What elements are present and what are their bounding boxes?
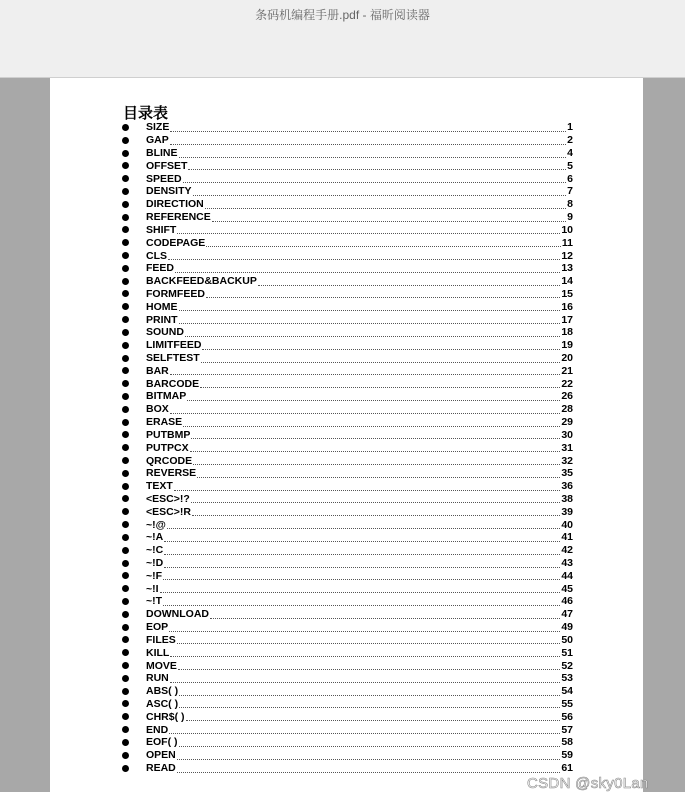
toc-entry-page: 39 [561, 505, 573, 518]
toc-entry-page: 43 [561, 557, 573, 570]
bullet-icon [122, 547, 129, 554]
dot-leader [167, 520, 560, 529]
dot-leader [201, 354, 561, 363]
toc-entry-label: ~!D [146, 557, 164, 570]
bullet-icon [122, 624, 129, 631]
toc-entry[interactable] [122, 377, 573, 390]
toc-entry-page: 49 [561, 621, 573, 634]
dot-leader [186, 712, 561, 721]
dot-leader [179, 699, 560, 708]
bullet-icon [122, 367, 129, 374]
dot-leader [179, 315, 561, 324]
bullet-icon [122, 765, 129, 772]
toc-entry-label: <ESC>!? [146, 492, 190, 505]
toc-entry[interactable] [122, 288, 573, 301]
bullet-icon [122, 675, 129, 682]
toc-entry-label: REVERSE [146, 467, 197, 480]
title-bar [0, 0, 685, 78]
toc-entry[interactable] [122, 262, 573, 275]
dot-leader [170, 648, 560, 657]
toc-entry-label: DOWNLOAD [146, 608, 209, 621]
bullet-icon [122, 188, 129, 195]
dot-leader [177, 635, 561, 644]
toc-entry-label: SHIFT [146, 223, 177, 236]
toc-entry-page: 58 [561, 736, 573, 749]
toc-entry-page: 56 [561, 710, 573, 723]
dot-leader [170, 366, 561, 375]
toc-entry-page: 17 [561, 313, 573, 326]
bullet-icon [122, 636, 129, 643]
dot-leader [190, 443, 561, 452]
toc-entry-label: QRCODE [146, 454, 193, 467]
toc-entry[interactable] [122, 710, 573, 723]
toc-entry-label: CLS [146, 249, 167, 262]
toc-entry[interactable] [122, 544, 573, 557]
toc-entry-label: EOF( ) [146, 736, 178, 749]
bullet-icon [122, 419, 129, 426]
toc-entry-label: ~!C [146, 544, 164, 557]
toc-entry-page: 61 [561, 762, 573, 775]
toc-entry-label: ~!T [146, 595, 163, 608]
toc-entry-page: 46 [561, 595, 573, 608]
toc-entry-page: 7 [567, 185, 573, 198]
dot-leader [188, 161, 566, 170]
toc-entry-page: 55 [561, 697, 573, 710]
dot-leader [183, 418, 560, 427]
toc-entry-page: 15 [561, 287, 573, 300]
toc-entry[interactable] [122, 313, 573, 326]
dot-leader [177, 751, 561, 760]
toc-entry-page: 14 [561, 275, 573, 288]
toc-entry-page: 29 [561, 416, 573, 429]
dot-leader [191, 430, 560, 439]
bullet-icon [122, 713, 129, 720]
toc-entry[interactable] [122, 659, 573, 672]
toc-entry-label: ABS( ) [146, 685, 179, 698]
bullet-icon [122, 662, 129, 669]
toc-entry-label: DIRECTION [146, 198, 204, 211]
bullet-icon [122, 226, 129, 233]
dot-leader [164, 546, 560, 555]
bullet-icon [122, 521, 129, 528]
bullet-icon [122, 726, 129, 733]
toc-entry[interactable] [122, 518, 573, 531]
bullet-icon [122, 316, 129, 323]
toc-entry-page: 8 [567, 198, 573, 211]
bullet-icon [122, 444, 129, 451]
dot-leader [170, 123, 566, 132]
toc-entry-label: ASC( ) [146, 697, 179, 710]
toc-entry[interactable] [122, 416, 573, 429]
toc-entry[interactable] [122, 326, 573, 339]
bullet-icon [122, 201, 129, 208]
toc-entry-label: BLINE [146, 147, 178, 160]
toc-entry-page: 21 [561, 364, 573, 377]
dot-leader [193, 456, 560, 465]
toc-entry-label: BACKFEED&BACKUP [146, 275, 257, 288]
bullet-icon [122, 700, 129, 707]
toc-entry-label: SIZE [146, 121, 170, 134]
bullet-icon [122, 393, 129, 400]
toc-entry-label: CHR$( ) [146, 710, 185, 723]
toc-entry-label: BARCODE [146, 377, 200, 390]
toc-entry-page: 57 [561, 723, 573, 736]
bullet-icon [122, 175, 129, 182]
toc-entry[interactable] [122, 185, 573, 198]
dot-leader [192, 507, 560, 516]
toc-entry[interactable] [122, 134, 573, 147]
toc-entry[interactable] [122, 698, 573, 711]
dot-leader [170, 136, 566, 145]
bullet-icon [122, 355, 129, 362]
toc-entry[interactable] [122, 505, 573, 518]
bullet-icon [122, 611, 129, 618]
toc-entry-label: BITMAP [146, 390, 187, 403]
dot-leader [178, 661, 560, 670]
dot-leader [177, 225, 560, 234]
toc-entry[interactable] [122, 608, 573, 621]
dot-leader [212, 213, 566, 222]
toc-entry-page: 22 [561, 377, 573, 390]
bullet-icon [122, 598, 129, 605]
bullet-icon [122, 534, 129, 541]
toc-entry[interactable] [122, 172, 573, 185]
dot-leader [179, 687, 560, 696]
toc-entry[interactable] [122, 300, 573, 313]
toc-entry-page: 41 [561, 531, 573, 544]
toc-entry-label: CODEPAGE [146, 236, 206, 249]
toc-entry-label: MOVE [146, 659, 177, 672]
toc-entry[interactable] [122, 595, 573, 608]
toc-entry[interactable] [122, 762, 573, 775]
toc-entry-page: 12 [561, 249, 573, 262]
toc-entry[interactable] [122, 685, 573, 698]
pdf-page [50, 78, 643, 792]
toc-entry-page: 52 [561, 659, 573, 672]
toc-entry-page: 40 [561, 518, 573, 531]
bullet-icon [122, 303, 129, 310]
toc-entry-page: 18 [561, 326, 573, 339]
dot-leader [164, 533, 560, 542]
toc-entry[interactable] [122, 441, 573, 454]
toc-entry-label: FILES [146, 633, 176, 646]
dot-leader [175, 264, 560, 273]
toc-entry[interactable] [122, 582, 573, 595]
toc-entry[interactable] [122, 121, 573, 134]
bullet-icon [122, 585, 129, 592]
toc-entry-label: PUTBMP [146, 428, 191, 441]
toc-entry-label: RUN [146, 672, 169, 685]
dot-leader [205, 200, 566, 209]
toc-entry-label: READ [146, 762, 176, 775]
bullet-icon [122, 124, 129, 131]
toc-entry[interactable] [122, 224, 573, 237]
bullet-icon [122, 739, 129, 746]
toc-entry-page: 2 [567, 134, 573, 147]
toc-entry[interactable] [122, 339, 573, 352]
toc-entry-label: HOME [146, 300, 178, 313]
toc-entry-label: PUTPCX [146, 441, 189, 454]
bullet-icon [122, 239, 129, 246]
dot-leader [206, 238, 561, 247]
dot-leader [169, 623, 560, 632]
toc-entry-page: 35 [561, 467, 573, 480]
toc-entry-page: 38 [561, 492, 573, 505]
toc-entry[interactable] [122, 723, 573, 736]
dot-leader [163, 597, 560, 606]
toc-entry[interactable] [122, 569, 573, 582]
dot-leader [170, 674, 561, 683]
dot-leader [177, 764, 561, 773]
toc-entry-page: 16 [561, 300, 573, 313]
toc-entry-page: 1 [567, 121, 573, 134]
toc-entry-page: 54 [561, 685, 573, 698]
dot-leader [197, 469, 560, 478]
dot-leader [202, 341, 560, 350]
toc-entry-page: 45 [561, 582, 573, 595]
bullet-icon [122, 457, 129, 464]
bullet-icon [122, 483, 129, 490]
toc-entry-label: ~!I [146, 582, 159, 595]
bullet-icon [122, 508, 129, 515]
bullet-icon [122, 329, 129, 336]
toc-entry-page: 50 [561, 633, 573, 646]
toc-entry[interactable] [122, 467, 573, 480]
toc-entry-label: DENSITY [146, 185, 192, 198]
toc-entry-page: 13 [561, 262, 573, 275]
dot-leader [187, 392, 560, 401]
bullet-icon [122, 265, 129, 272]
dot-leader [174, 482, 560, 491]
toc-entry[interactable] [122, 634, 573, 647]
dot-leader [170, 405, 561, 414]
toc-entry[interactable] [122, 249, 573, 262]
toc-entry-page: 11 [561, 236, 573, 249]
bullet-icon [122, 431, 129, 438]
bullet-icon [122, 406, 129, 413]
toc-entry-page: 30 [561, 428, 573, 441]
toc-entry-label: TEXT [146, 480, 173, 493]
toc-entry-label: PRINT [146, 313, 178, 326]
toc-entry-label: OPEN [146, 749, 176, 762]
bullet-icon [122, 649, 129, 656]
toc-entry-label: <ESC>!R [146, 505, 191, 518]
window-title: 条码机编程手册.pdf - 福昕阅读器 [255, 8, 430, 22]
watermark: CSDN @sky0Lan [527, 775, 649, 792]
toc-entry-label: FORMFEED [146, 287, 205, 300]
toc-entry[interactable] [122, 493, 573, 506]
toc-entry[interactable] [122, 147, 573, 160]
dot-leader [206, 289, 560, 298]
toc-entry-label: EOP [146, 621, 169, 634]
bullet-icon [122, 252, 129, 259]
toc-entry-page: 9 [567, 211, 573, 224]
toc-entry-label: ERASE [146, 416, 183, 429]
toc-entry[interactable] [122, 557, 573, 570]
toc-entry-page: 10 [561, 223, 573, 236]
toc-entry-page: 19 [561, 339, 573, 352]
toc-entry-page: 5 [567, 159, 573, 172]
toc-entry-page: 32 [561, 454, 573, 467]
bullet-icon [122, 342, 129, 349]
bullet-icon [122, 162, 129, 169]
toc-entry-page: 59 [561, 749, 573, 762]
dot-leader [169, 725, 560, 734]
toc-entry-label: SOUND [146, 326, 184, 339]
toc-entry-page: 6 [567, 172, 573, 185]
dot-leader [258, 277, 560, 286]
bullet-icon [122, 560, 129, 567]
toc-entry-label: END [146, 723, 169, 736]
toc-entry[interactable] [122, 159, 573, 172]
dot-leader [179, 149, 567, 158]
toc-entry[interactable] [122, 211, 573, 224]
toc-entry-page: 42 [561, 544, 573, 557]
toc-entry[interactable] [122, 531, 573, 544]
toc-entry-page: 36 [561, 480, 573, 493]
dot-leader [179, 738, 561, 747]
bullet-icon [122, 137, 129, 144]
dot-leader [168, 251, 560, 260]
toc-entry[interactable] [122, 749, 573, 762]
toc-entry[interactable] [122, 480, 573, 493]
toc-entry-label: LIMITFEED [146, 339, 202, 352]
toc-entry-page: 28 [561, 403, 573, 416]
toc-entry[interactable] [122, 236, 573, 249]
toc-entry-page: 20 [561, 352, 573, 365]
bullet-icon [122, 290, 129, 297]
dot-leader [210, 610, 560, 619]
toc-entry[interactable] [122, 390, 573, 403]
toc-entry[interactable] [122, 275, 573, 288]
table-of-contents [122, 121, 573, 774]
toc-entry[interactable] [122, 429, 573, 442]
bullet-icon [122, 572, 129, 579]
toc-entry[interactable] [122, 352, 573, 365]
toc-entry-label: SELFTEST [146, 352, 200, 365]
toc-entry-label: ~!F [146, 569, 163, 582]
toc-entry-label: SPEED [146, 172, 182, 185]
toc-entry-page: 47 [561, 608, 573, 621]
toc-entry[interactable] [122, 646, 573, 659]
dot-leader [185, 328, 560, 337]
bullet-icon [122, 470, 129, 477]
toc-entry[interactable] [122, 454, 573, 467]
toc-entry-page: 4 [567, 147, 573, 160]
toc-entry-label: OFFSET [146, 159, 188, 172]
bullet-icon [122, 278, 129, 285]
toc-entry[interactable] [122, 736, 573, 749]
dot-leader [193, 187, 567, 196]
toc-entry-page: 44 [561, 569, 573, 582]
dot-leader [164, 559, 560, 568]
dot-leader [160, 584, 561, 593]
toc-entry[interactable] [122, 621, 573, 634]
toc-entry-page: 26 [561, 390, 573, 403]
dot-leader [163, 571, 560, 580]
toc-entry-page: 31 [561, 441, 573, 454]
toc-entry-label: BOX [146, 403, 169, 416]
toc-entry-label: ~!A [146, 531, 164, 544]
dot-leader [191, 494, 561, 503]
toc-entry[interactable] [122, 364, 573, 377]
bullet-icon [122, 688, 129, 695]
dot-leader [200, 379, 560, 388]
toc-entry-page: 53 [561, 672, 573, 685]
bullet-icon [122, 214, 129, 221]
dot-leader [183, 174, 567, 183]
toc-entry-label: FEED [146, 262, 175, 275]
toc-entry[interactable] [122, 403, 573, 416]
toc-entry-label: KILL [146, 646, 170, 659]
toc-entry-label: ~!@ [146, 518, 166, 531]
bullet-icon [122, 380, 129, 387]
toc-entry-page: 51 [561, 646, 573, 659]
toc-entry-label: GAP [146, 134, 169, 147]
toc-entry-label: BAR [146, 364, 169, 377]
bullet-icon [122, 495, 129, 502]
toc-heading: 目录表 [123, 104, 169, 122]
bullet-icon [122, 752, 129, 759]
dot-leader [179, 302, 561, 311]
bullet-icon [122, 150, 129, 157]
toc-entry[interactable] [122, 198, 573, 211]
toc-entry[interactable] [122, 672, 573, 685]
toc-entry-label: REFERENCE [146, 211, 211, 224]
